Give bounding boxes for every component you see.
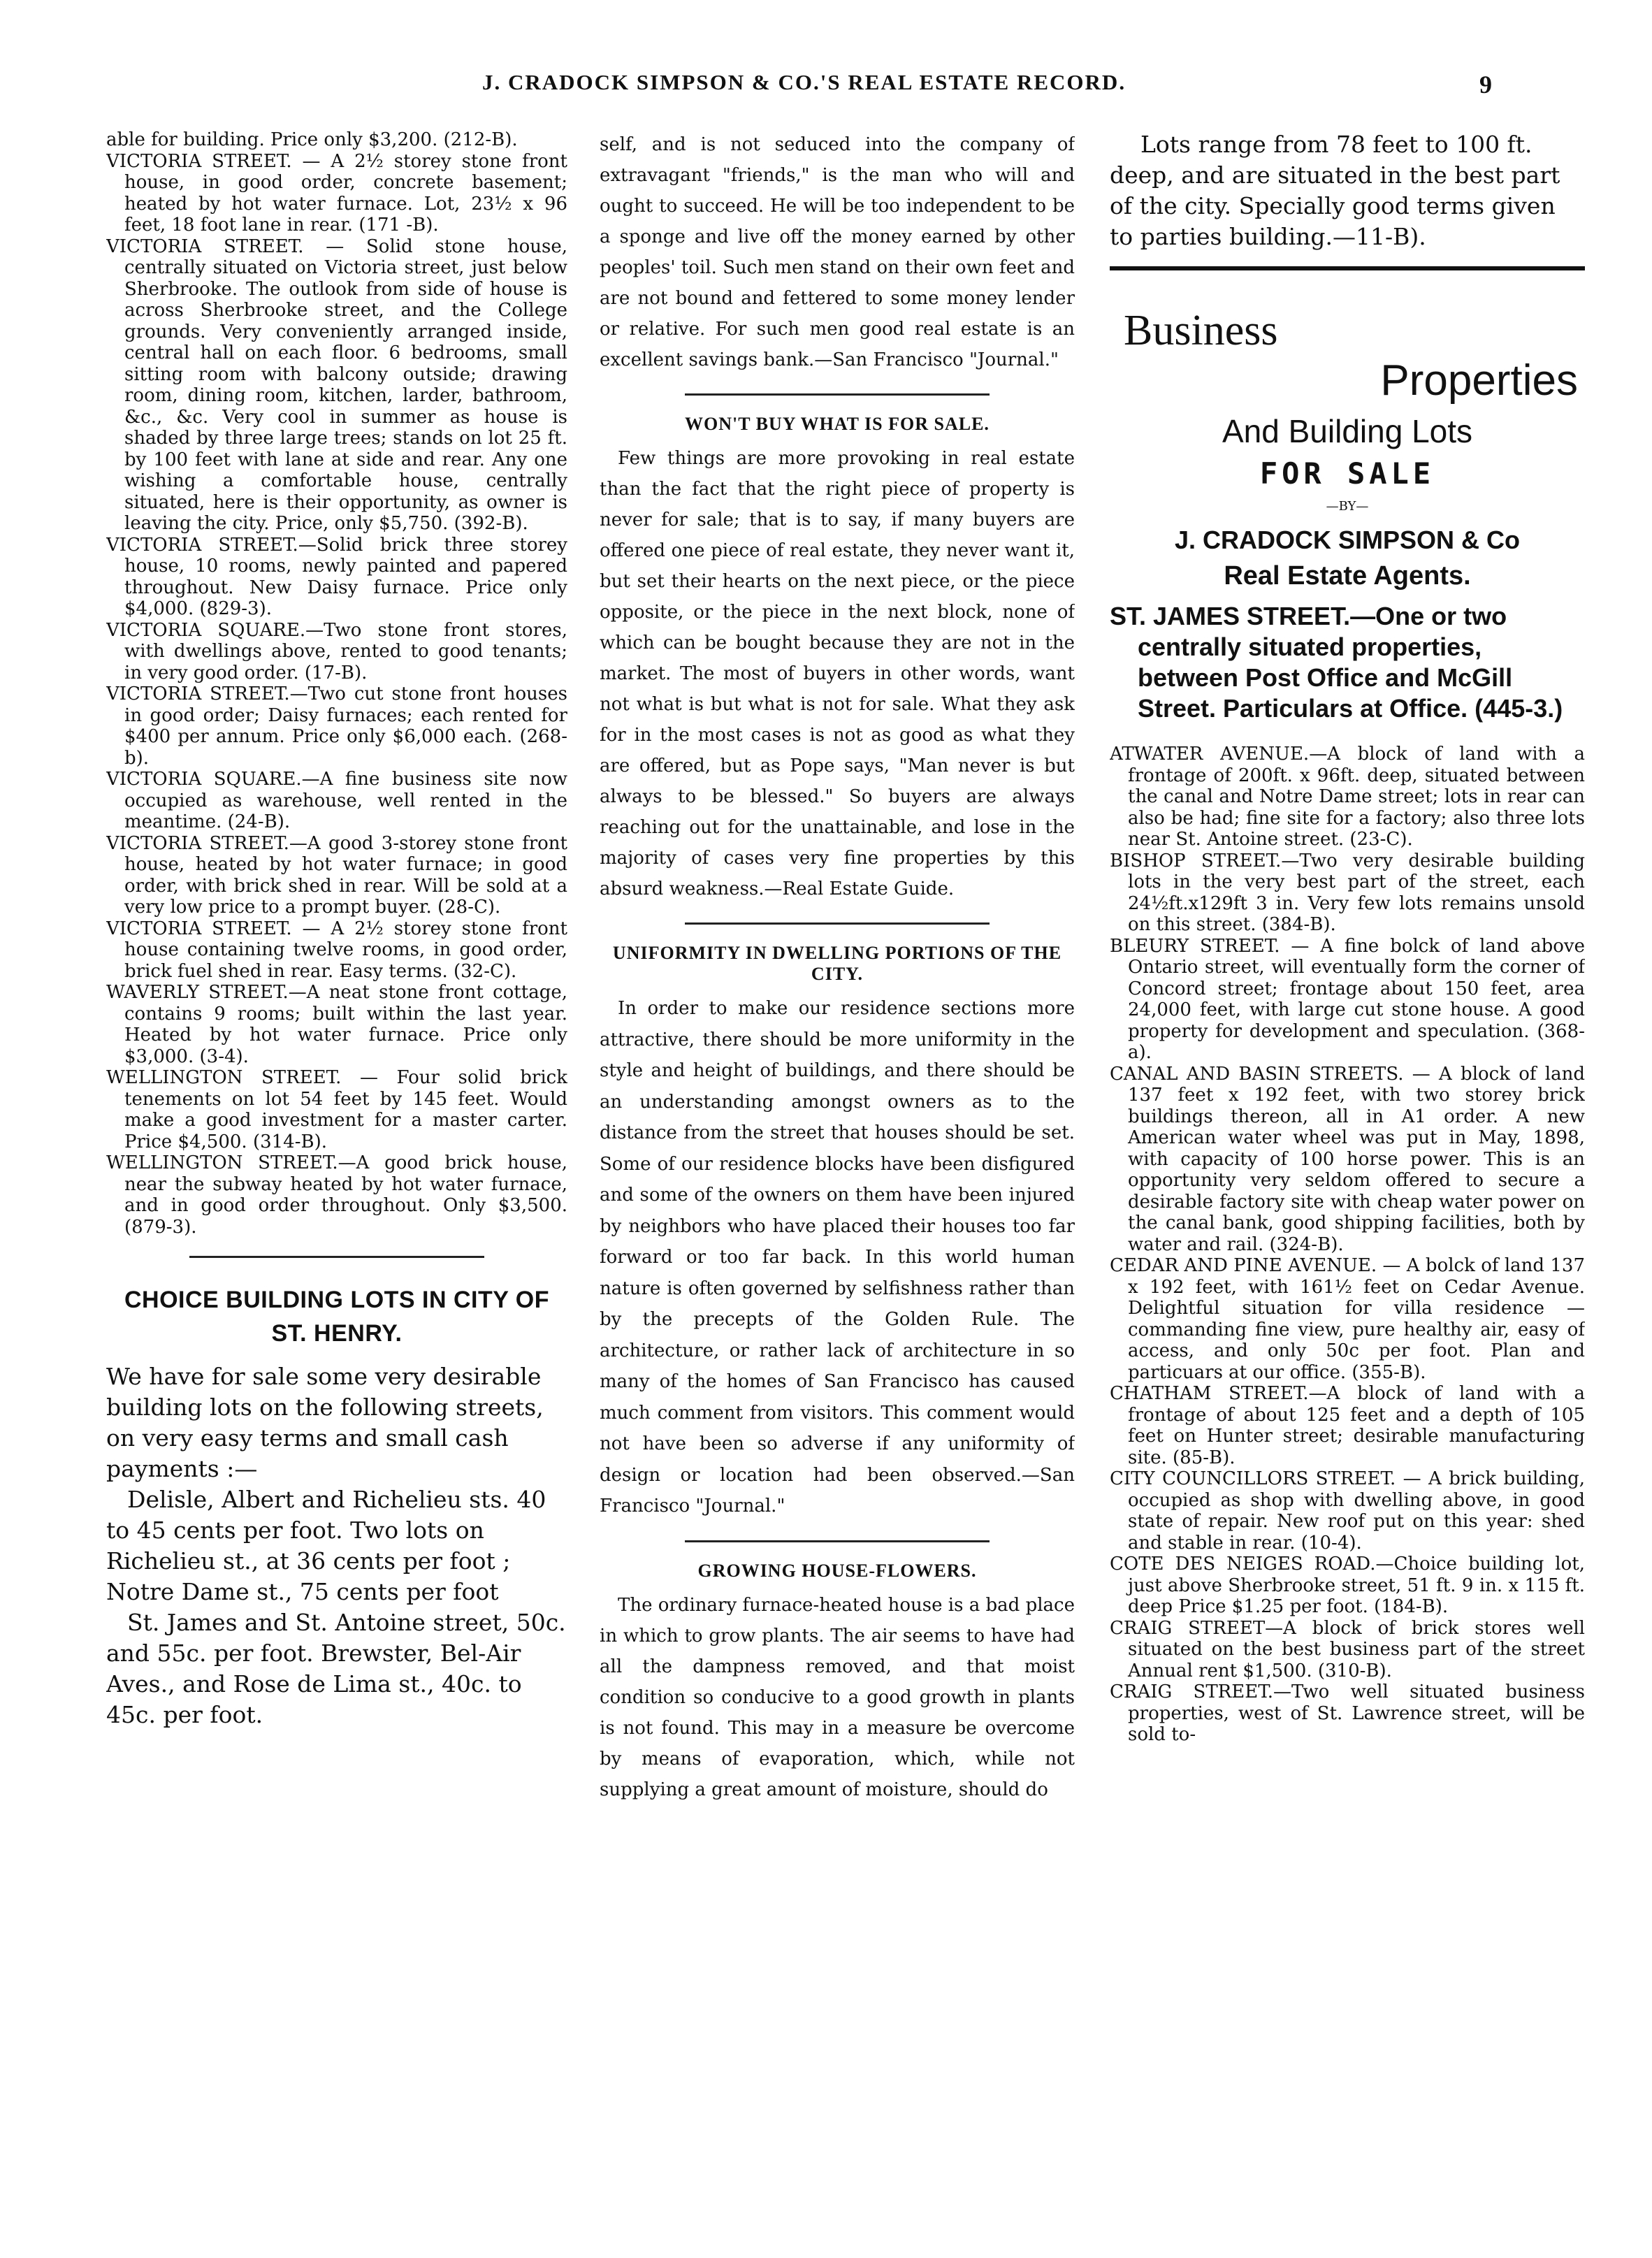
choice-lots-intro: We have for sale some very desirable building lots on the following streets, on very easy terms and small cash payments :— [106,1363,544,1482]
ad-title-properties: Properties [1380,356,1578,405]
listing-entry: WAVERLY STREET.—A neat stone front cottage, contains 9 rooms; built within the last year. Heated by hot water furnace. Price only $3,000. (3-4). [106,982,567,1067]
listing-entry: BISHOP STREET.—Two very desirable building lots in the very best part of the street, each 24½ft.x129ft 3 in. Very few lots remains unsold on this street. (384-B). [1110,850,1585,935]
article-body: The ordinary furnace-heated house is a bad place in which to grow plants. The air seems to have had all the dampness removed, and that moist condition so conducive to a good growth in plants is not found. This may in a measure be overcome by means of evaporation, which, while not supplying a great amount of moisture, should do [600,1594,1075,1800]
listing-entry: VICTORIA SQUARE.—Two stone front stores, with dwellings above, rented to good tenants; in very good order. (17-B). [106,619,567,683]
listing-entry: ATWATER AVENUE.—A block of land with a frontage of 200ft. x 96ft. deep, situated between the canal and Notre Dame street; lots in rear can also be had; fine site for a factory; also three lots near St. Antoine street. (23-C). [1110,744,1585,850]
ad-by-line: —BY— [1326,499,1369,514]
listing-entry: WELLINGTON STREET.—A good brick house, near the subway heated by hot water furnace, and in good order throughout. Only $3,500. (879-3). [106,1152,567,1238]
thick-divider [1110,266,1585,270]
article-heading: GROWING HOUSE-FLOWERS. [697,1560,977,1581]
listing-entry: VICTORIA STREET. — A 2½ storey stone front house containing twelve rooms, in good order, brick fuel shed in rear. Easy terms. (32-C). [106,918,567,982]
listing-entry: CRAIG STREET—A block of brick stores well situated on the best business part of the street Annual rent $1,500. (310-B). [1110,1617,1585,1681]
listing-entry: CEDAR AND PINE AVENUE. — A bolck of land 137 x 192 feet, with 161½ feet on Cedar Avenue. Delightful situation for villa residence —commanding fine view, pure healthy air, easy of access, and only 50c per foot. Plan and particuars at our office. (355-B). [1110,1255,1585,1383]
ad-company-name: J. CRADOCK SIMPSON & Co [1174,526,1521,554]
ad-subtitle: And Building Lots [1222,413,1473,449]
listing-entry: able for building. Price only $3,200. (212-B). [106,129,518,150]
section-divider [685,393,989,396]
choice-lots-para: St. James and St. Antoine street, 50c. and 55c. per foot. Brewster, Bel-Air Aves., and Rose de Lima st., 40c. to 45c. per foot. [106,1609,566,1728]
article-heading: UNIFORMITY IN DWELLING PORTIONS OF THE CITY. [612,943,1062,984]
section-divider [685,1540,989,1542]
page-number: 9 [1479,71,1492,99]
section-divider [189,1256,484,1258]
column-right [1110,129,1585,2219]
listing-entry: CANAL AND BASIN STREETS. — A block of land 137 feet x 192 feet, with two storey brick buildings thereon, all in A1 order. A new American water wheel was put in May, 1898, with capacity of 100 horse power. This is an opportunity very seldom offered to secure a desirable factory site with cheap water power on the canal bank, good shipping facilities, both by water and rail. (324-B). [1110,1063,1585,1255]
running-title: J. CRADOCK SIMPSON & CO.'S REAL ESTATE RECORD. [482,70,1126,94]
ad-title-business: Business [1124,307,1278,354]
article-continuation: self, and is not seduced into the company of extravagant "friends," is the man who will and ought to succeed. He will be too independent to be a sponge and live off the money earned by other peoples' toil. Such men stand on their own feet and are not bound and fettered to some money lender or relative. For such men good real estate is an excellent savings bank.—San Francisco "Journal." [600,134,1075,370]
st-james-listing: ST. JAMES STREET.—One or two centrally situated properties, between Post Office and McGill Street. Particulars at Office. (445-3.) [1110,602,1563,723]
listing-entry: CHATHAM STREET.—A block of land with a frontage of about 125 feet and a depth of 105 feet on Hunter street; desirable manufacturing site. (85-B). [1110,1383,1585,1468]
listing-entry: CITY COUNCILLORS STREET. — A brick building, occupied as shop with dwelling above, in good state of repair. New roof put on this year: shed and stable in rear. (10-4). [1110,1468,1585,1554]
listing-entry: CRAIG STREET.—Two well situated business properties, west of St. Lawrence street, will be sold to- [1110,1681,1585,1745]
article-body: Few things are more provoking in real estate than the fact that the right piece of property is never for sale; that is to say, if many buyers are offered one piece of real estate, they never want it, but set their hearts on the next piece, or the piece opposite, or the piece in the next block, none of which can be bought because they are not in the market. The most of buyers in other words, want not what is but what is not for sale. What they ask for in the most cases is not as good as what they are offered, but as Pope says, "Man never is but always to be blessed." So buyers are always reaching out for the unattainable, and lose in the majority of cases very fine properties by this absurd weakness.—Real Estate Guide. [600,448,1075,899]
column-middle [600,129,1075,2219]
listing-entry: VICTORIA STREET. — Solid stone house, centrally situated on Victoria street, just below Sherbrooke. The outlook from side of house is across Sherbrooke street, and the College grounds. Very conveniently arranged inside, central hall on each floor. 6 bedrooms, small sitting room with balcony outside; drawing room, dining room, kitchen, larder, bathroom, &c., &c. Very cool in summer as house is shaded by three large trees; stands on lot 25 ft. by 100 feet with lane at side and rear. Any one wishing a comfortable house, centrally situated, here is their opportunity, as owner is leaving the city. Price, only $5,750. (392-B). [106,236,567,534]
listing-entry: VICTORIA SQUARE.—A fine business site now occupied as warehouse, well rented in the meantime. (24-B). [106,769,567,832]
section-divider [685,922,989,925]
choice-lots-para: Delisle, Albert and Richelieu sts. 40 to 45 cents per foot. Two lots on Richelieu st., at 36 cents per foot ; Notre Dame st., 75 cents per foot [106,1486,546,1605]
choice-lots-heading: CHOICE BUILDING LOTS IN CITY OF ST. HENRY. [124,1287,549,1347]
listing-entry: VICTORIA STREET.—A good 3-storey stone front house, heated by hot water furnace; in good order, with brick shed in rear. Will be sold at a very low price to a prompt buyer. (28-C). [106,832,567,918]
listing-entry: VICTORIA STREET. — A 2½ storey stone front house, in good order, concrete basement; heated by hot water furnace. Lot, 23½ x 96 feet, 18 foot lane in rear. (171 -B). [106,150,567,236]
lots-paragraph: Lots range from 78 feet to 100 ft. deep, and are situated in the best part of the city. Specially good terms given to parties building.—11-B). [1110,131,1560,250]
article-body: In order to make our residence sections more attractive, there should be more uniformity in the style and height of buildings, and there should be an understanding amongst owners as to the distance from the street that houses should be set. Some of our residence blocks have been disfigured and some of the owners on them have been injured by neighbors who have placed their houses too far forward or too far back. In this world human nature is often governed by selfishness rather than by the precepts of the Golden Rule. The architecture, or rather lack of architecture in so many of the homes of San Francisco has caused much comment from visitors. This comment would not have been so adverse if any uniformity of design or location had been observed.—San Francisco "Journal." [600,998,1075,1517]
ad-for-sale: FOR SALE [1259,456,1435,491]
article-heading: WON'T BUY WHAT IS FOR SALE. [685,414,990,434]
page-header [0,70,1652,112]
listing-entry: WELLINGTON STREET. — Four solid brick tenements on lot 54 feet by 145 feet. Would make a good investment for a master carter. Price $4,500. (314-B). [106,1067,567,1152]
column-left [106,129,567,2219]
business-properties-ad [1110,305,1585,591]
listing-entry: COTE DES NEIGES ROAD.—Choice building lot, just above Sherbrooke street, 51 ft. 9 in. x 115 ft. deep Price $1.25 per foot. (184-B). [1110,1554,1585,1617]
ad-agents-line: Real Estate Agents. [1224,561,1471,591]
listing-entry: VICTORIA STREET.—Two cut stone front houses in good order; Daisy furnaces; each rented for $400 per annum. Price only $6,000 each. (268-b). [106,683,567,769]
listing-entry: BLEURY STREET. — A fine bolck of land above Ontario street, will eventually form the corner of Concord street; frontage about 150 feet, area 24,000 feet, with large cut stone house. A good property for development and speculation. (368-a). [1110,935,1585,1063]
listing-entry: VICTORIA STREET.—Solid brick three storey house, 10 rooms, newly painted and papered throughout. New Daisy furnace. Price only $4,000. (829-3). [106,534,567,619]
